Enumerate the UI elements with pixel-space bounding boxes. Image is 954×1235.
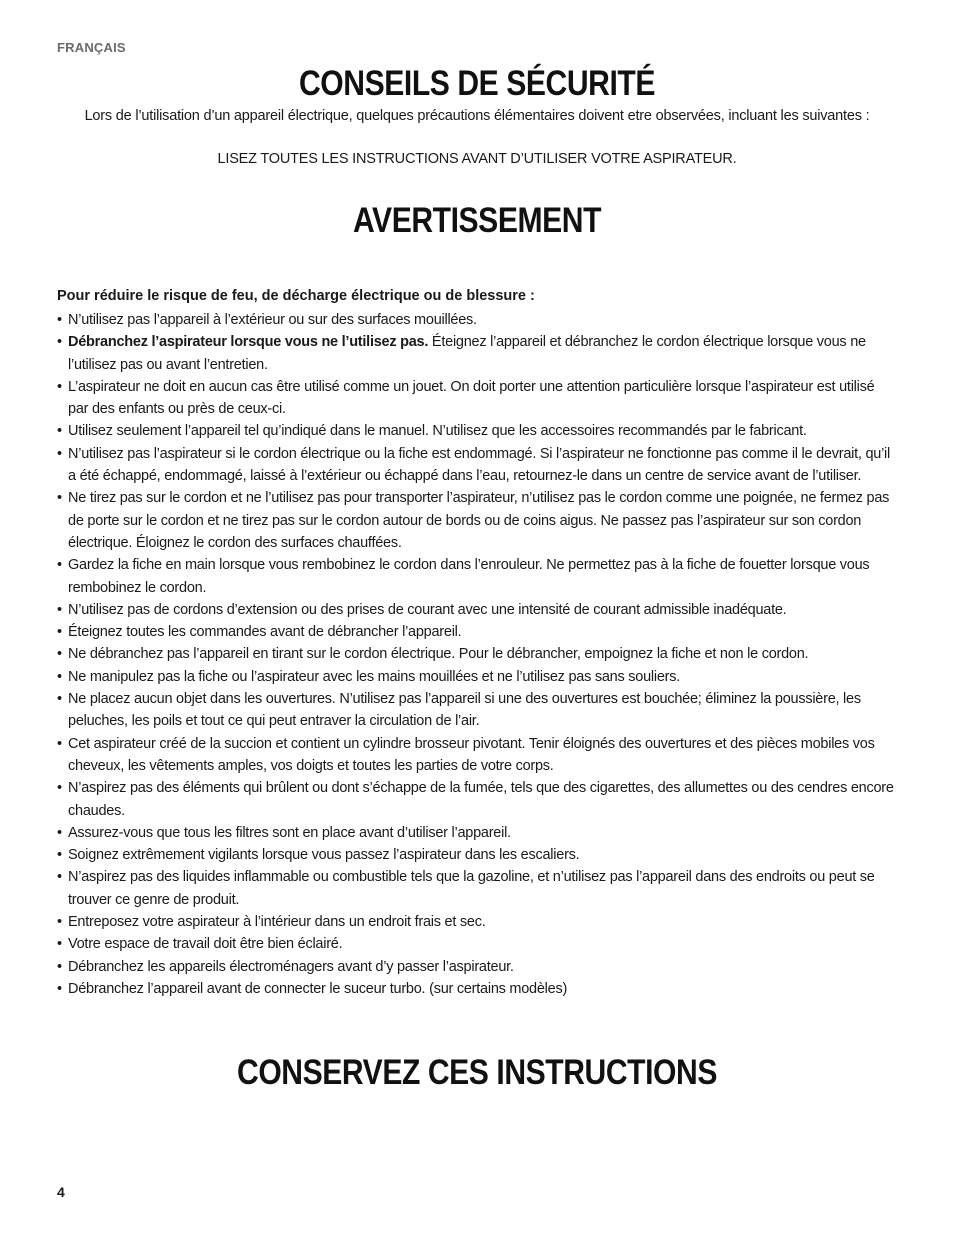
warning-item	[57, 621, 897, 643]
warning-item-text: Entreposez votre aspirateur à l’intérieur dans un endroit frais et sec.	[68, 914, 486, 931]
warning-item-text: Gardez la fiche en main lorsque vous rembobinez le cordon dans l’enrouleur. Ne permettez pas à la fiche de fouetter lorsque vous rembobinez le cordon.	[68, 557, 870, 596]
warning-item-text: N’utilisez pas l’appareil à l’extérieur ou sur des surfaces mouillées.	[68, 312, 477, 328]
warning-item-text: Cet aspirateur créé de la succion et contient un cylindre brosseur pivotant. Tenir éloignés des ouvertures et des pièces mobiles vos cheveux, les vêtements amples, vos doigts et toutes les parties de votre corps.	[68, 735, 875, 774]
warning-item-emphasis: Débranchez l’aspirateur lorsque vous ne l’utilisez pas.	[68, 334, 429, 351]
warning-item-text: Ne tirez pas sur le cordon et ne l’utilisez pas pour transporter l’aspirateur, n’utilisez pas le cordon comme une poignée, ne fermez pas de porte sur le cordon et ne tirez pas sur le cordon autour de bords ou de coins aigus. Ne passez pas l’aspirateur sur son cordon électrique. Éloignez le cordon des surfaces chauffées.	[68, 490, 890, 551]
closing-title: CONSERVEZ CES INSTRUCTIONS	[237, 1053, 717, 1092]
warning-item	[57, 978, 897, 1000]
warning-lead: Pour réduire le risque de feu, de décharge électrique ou de blessure :	[57, 288, 535, 304]
safety-intro: Lors de l’utilisation d’un appareil électrique, quelques précautions élémentaires doivent etre observées, incluant les suivantes :	[84, 108, 870, 124]
warning-item-text: Ne débranchez pas l’appareil en tirant sur le cordon électrique. Pour le débrancher, empoignez la fiche et non le cordon.	[68, 646, 809, 663]
warning-item	[57, 688, 897, 733]
warning-item	[57, 487, 897, 554]
warning-item	[57, 666, 897, 688]
warning-item-text: N’utilisez pas de cordons d’extension ou des prises de courant avec une intensité de courant admissible inadéquate.	[68, 601, 787, 618]
language-label: FRANÇAIS	[57, 40, 126, 55]
warning-item-text: Assurez-vous que tous les filtres sont en place avant d’utiliser l’appareil.	[68, 824, 511, 841]
warning-item	[57, 331, 897, 376]
warning-item-text: Éteignez l’appareil et débranchez le cordon électrique lorsque vous ne l’utilisez pas ou avant l’entretien.	[68, 334, 866, 373]
warning-item-text: Débranchez les appareils électroménagers avant d’y passer l’aspirateur.	[68, 958, 514, 975]
warning-item	[57, 443, 897, 488]
warning-item	[57, 866, 897, 911]
warning-item	[57, 599, 897, 621]
warning-item	[57, 911, 897, 933]
warning-item	[57, 376, 897, 421]
warning-list	[57, 309, 897, 1000]
warning-item	[57, 643, 897, 665]
warning-item-text: Soignez extrêmement vigilants lorsque vous passez l’aspirateur dans les escaliers.	[68, 847, 580, 864]
warning-item	[57, 309, 897, 331]
warning-item	[57, 420, 897, 442]
warning-item	[57, 733, 897, 778]
warning-title: AVERTISSEMENT	[352, 201, 602, 240]
page-number: 4	[57, 1184, 65, 1200]
warning-item-text: N’aspirez pas des éléments qui brûlent ou dont s’échappe de la fumée, tels que des cigarettes, des allumettes ou des cendres encore chaudes.	[68, 780, 894, 819]
warning-item	[57, 933, 897, 955]
warning-item-text: N’aspirez pas des liquides inflammable ou combustible tels que la gazoline, et n’utilisez pas l’appareil dans des endroits ou peut se trouver ce genre de produit.	[68, 869, 875, 908]
warning-item-text: L’aspirateur ne doit en aucun cas être utilisé comme un jouet. On doit porter une attention particulière lorsque l’aspirateur est utilisé par des enfants ou près de ceux-ci.	[68, 378, 875, 418]
warning-item	[57, 554, 897, 599]
warning-item	[57, 956, 897, 978]
read-instructions-notice: LISEZ TOUTES LES INSTRUCTIONS AVANT D’UTILISER VOTRE ASPIRATEUR.	[217, 151, 737, 167]
warning-item-text: Votre espace de travail doit être bien éclairé.	[68, 936, 343, 953]
warning-item-text: Utilisez seulement l’appareil tel qu’indiqué dans le manuel. N’utilisez que les accessoires recommandés par le fabricant.	[68, 423, 807, 440]
warning-item-text: N’utilisez pas l’aspirateur si le cordon électrique ou la fiche est endommagé. Si l’aspirateur ne fonctionne pas comme il le devrait, qu’il a été échappé, endommagé, laissé à l’extérieur ou échappé dans l’eau, retournez-le dans un centre de service avant de l’utiliser.	[68, 445, 890, 485]
warning-item-text: Éteignez toutes les commandes avant de débrancher l’appareil.	[68, 624, 462, 641]
warning-item	[57, 822, 897, 844]
warning-item-text: Ne placez aucun objet dans les ouvertures. N’utilisez pas l’appareil si une des ouvertures est bouchée; éliminez la poussière, les peluches, les poils et tout ce qui peut entraver la circulation de l’air.	[68, 691, 861, 730]
warning-item-text: Débranchez l’appareil avant de connecter le suceur turbo. (sur certains modèles)	[68, 980, 568, 997]
warning-item	[57, 777, 897, 822]
warning-item-text: Ne manipulez pas la fiche ou l’aspirateur avec les mains mouillées et ne l’utilisez pas sans souliers.	[68, 668, 681, 685]
warning-item	[57, 844, 897, 866]
safety-title: CONSEILS DE SÉCURITÉ	[298, 64, 655, 103]
